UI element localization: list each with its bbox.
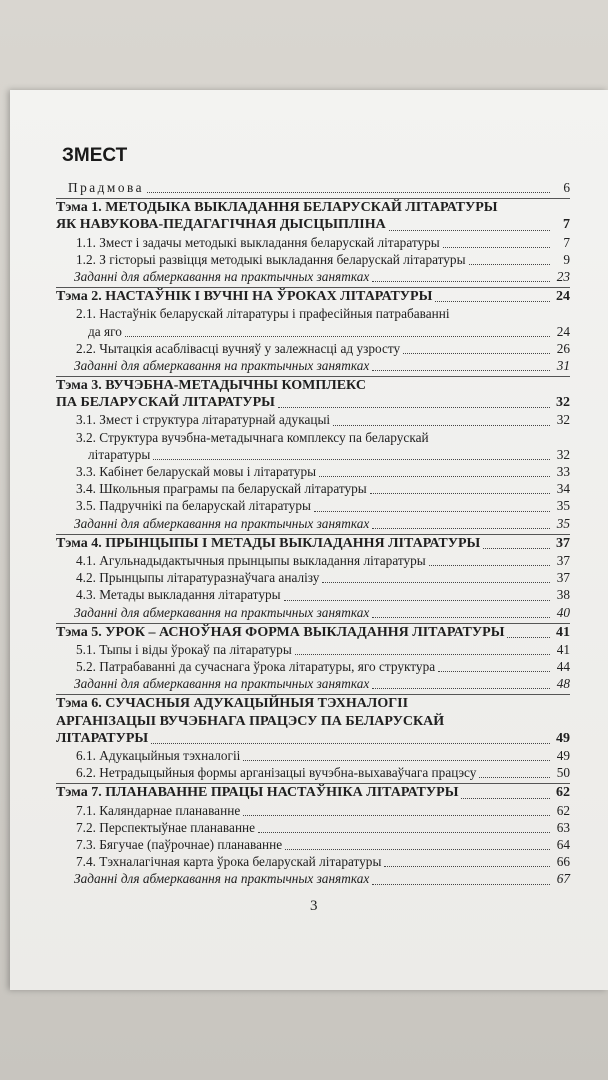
toc-entry-page: 63 bbox=[556, 819, 570, 835]
toc-entry[interactable] bbox=[56, 412, 570, 429]
toc-leader-dots bbox=[443, 247, 550, 248]
toc-leader-dots bbox=[372, 884, 550, 885]
toc-entry-page: 7 bbox=[563, 234, 570, 250]
toc-entry-title: 7.1. Каляндарнае планаванне bbox=[76, 802, 241, 818]
toc-entry-page: 33 bbox=[556, 464, 570, 479]
toc-entry-page: 24 bbox=[556, 289, 570, 305]
toc-entry-title: Тэма 2. НАСТАЎНІК І ВУЧНІ НА ЎРОКАХ ЛІТАРАТУРЫ bbox=[56, 289, 433, 305]
toc-entry-title: Тэма 6. СУЧАСНЫЯ АДУКАЦЫЙНЫЯ ТЭХНАЛОГІІ bbox=[56, 696, 409, 712]
toc-leader-dots bbox=[372, 688, 550, 689]
toc-leader-dots bbox=[507, 637, 550, 638]
section-divider bbox=[56, 376, 570, 377]
toc-leader-dots bbox=[372, 370, 550, 371]
toc-entry-page: 41 bbox=[556, 624, 570, 640]
toc-entry-title: да яго bbox=[88, 323, 122, 339]
toc-entry-page: 32 bbox=[556, 412, 570, 428]
toc-entry-page: 9 bbox=[563, 251, 570, 267]
toc-entry-page: 41 bbox=[556, 641, 570, 657]
toc-entry-page: 37 bbox=[556, 535, 570, 551]
toc-entry-page: 62 bbox=[556, 785, 570, 801]
toc-entry[interactable] bbox=[56, 785, 570, 802]
toc-entry-title: 5.1. Тыпы і віды ўрокаў па літаратуры bbox=[76, 641, 292, 657]
toc-entry-page: 37 bbox=[556, 570, 570, 586]
toc-entry-page: 6 bbox=[563, 180, 570, 195]
toc-entry-title: Прадмова bbox=[68, 180, 144, 195]
toc-entry-title: 3.5. Падручнікі па беларускай літаратуры bbox=[76, 498, 311, 514]
toc-entry-title: 6.1. Адукацыйныя тэхналогіі bbox=[76, 748, 241, 763]
toc-leader-dots bbox=[284, 600, 550, 601]
toc-entry-title: Заданні для абмеркавання на практычных занятках bbox=[74, 357, 370, 373]
toc-leader-dots bbox=[389, 230, 550, 231]
toc-entry-page: 23 bbox=[556, 268, 570, 284]
toc-entry[interactable] bbox=[56, 430, 570, 447]
toc-entry[interactable] bbox=[56, 252, 570, 269]
toc-leader-dots bbox=[243, 760, 550, 761]
toc-entry-title: 4.3. Метады выкладання літаратуры bbox=[76, 587, 281, 603]
toc-entry[interactable] bbox=[56, 676, 570, 693]
toc-entry-title: Тэма 4. ПРЫНЦЫПЫ І МЕТАДЫ ВЫКЛАДАННЯ ЛІТАРАТУРЫ bbox=[56, 535, 481, 551]
toc-entry-page: 49 bbox=[556, 730, 570, 746]
toc-entry[interactable] bbox=[56, 696, 570, 713]
toc-entry[interactable] bbox=[56, 306, 570, 323]
toc-entry[interactable] bbox=[56, 217, 570, 234]
toc-entry-title: 1.2. З гісторыі развіцця методыкі выкладання беларускай літаратуры bbox=[76, 251, 466, 267]
toc-leader-dots bbox=[322, 582, 550, 583]
toc-entry-page: 31 bbox=[556, 357, 570, 373]
toc-leader-dots bbox=[314, 511, 550, 512]
toc-entry[interactable] bbox=[56, 378, 570, 395]
toc-leader-dots bbox=[438, 671, 550, 672]
toc-entry[interactable] bbox=[56, 289, 570, 306]
toc-leader-dots bbox=[295, 654, 550, 655]
toc-entry[interactable] bbox=[56, 358, 570, 375]
toc-entry-page: 44 bbox=[556, 659, 570, 675]
toc-entry[interactable] bbox=[56, 854, 570, 871]
toc-entry-page: 34 bbox=[556, 481, 570, 497]
toc-entry-page: 50 bbox=[556, 765, 570, 781]
toc-entry-title: літаратуры bbox=[88, 446, 151, 462]
toc-entry-title: АРГАНІЗАЦЫІ ВУЧЭБНАГА ПРАЦЭСУ ПА БЕЛАРУСКАЙ bbox=[56, 713, 445, 729]
toc-leader-dots bbox=[319, 476, 550, 477]
toc-entry-page: 7 bbox=[563, 217, 570, 233]
toc-entry[interactable] bbox=[56, 481, 570, 498]
toc-entry-title: Заданні для абмеркавання на практычных занятках bbox=[74, 268, 370, 284]
toc-leader-dots bbox=[125, 336, 550, 337]
toc-entry-title: Заданні для абмеркавання на практычных занятках bbox=[74, 871, 370, 887]
toc-entry-title: 7.4. Тэхналагічная карта ўрока беларускай літаратуры bbox=[76, 854, 382, 870]
toc-entry[interactable] bbox=[56, 235, 570, 252]
toc-entry-title: Тэма 7. ПЛАНАВАННЕ ПРАЦЫ НАСТАЎНІКА ЛІТАРАТУРЫ bbox=[56, 785, 459, 801]
toc-entry[interactable] bbox=[56, 395, 570, 412]
toc-entry-page: 66 bbox=[556, 854, 570, 870]
toc-leader-dots bbox=[479, 777, 550, 778]
toc-entry[interactable] bbox=[56, 871, 570, 888]
toc-entry[interactable] bbox=[56, 714, 570, 731]
toc-entry-title: 7.2. Перспектыўнае планаванне bbox=[76, 819, 256, 835]
toc-entry-page: 24 bbox=[556, 323, 570, 339]
toc-entry-page: 67 bbox=[556, 871, 570, 887]
toc-entry[interactable] bbox=[56, 464, 570, 481]
toc-entry-page: 32 bbox=[556, 446, 570, 462]
toc-entry-page: 48 bbox=[556, 676, 570, 692]
toc-entry-title: 2.2. Чытацкія асаблівасці вучняў у залежнасці ад узросту bbox=[76, 340, 401, 356]
toc-entry-title: Заданні для абмеркавання на практычных занятках bbox=[74, 515, 370, 531]
toc-entry[interactable] bbox=[56, 625, 570, 642]
toc-entry[interactable] bbox=[56, 570, 570, 587]
toc-entry-title: 4.2. Прынцыпы літаратуразнаўчага аналізу bbox=[76, 570, 320, 586]
toc-leader-dots bbox=[258, 832, 550, 833]
toc-entry[interactable] bbox=[56, 587, 570, 604]
toc-leader-dots bbox=[147, 192, 550, 193]
toc-leader-dots bbox=[278, 407, 550, 408]
toc-entry-title: 7.3. Бягучае (паўрочнае) планаванне bbox=[76, 836, 283, 852]
toc-leader-dots bbox=[151, 743, 550, 744]
toc-entry[interactable] bbox=[56, 748, 570, 765]
toc-entry-title: 5.2. Патрабаванні да сучаснага ўрока літаратуры, яго структура bbox=[76, 659, 436, 675]
toc-leader-dots bbox=[483, 548, 550, 549]
toc-entry[interactable] bbox=[56, 180, 570, 197]
toc-entry[interactable] bbox=[56, 269, 570, 286]
toc-entry-title: 3.2. Структура вучэбна-метадычнага комплексу па беларускай bbox=[76, 429, 429, 445]
toc-entry[interactable] bbox=[56, 837, 570, 854]
toc-entry-page: 37 bbox=[556, 552, 570, 568]
toc-entry-title: 6.2. Нетрадыцыйныя формы арганізацыі вучэбна-выхаваўчага працэсу bbox=[76, 765, 477, 781]
toc-leader-dots bbox=[429, 565, 550, 566]
toc-entry-title: Заданні для абмеркавання на практычных занятках bbox=[74, 604, 370, 620]
toc-entry[interactable] bbox=[56, 516, 570, 533]
toc-entry[interactable] bbox=[56, 553, 570, 570]
toc-leader-dots bbox=[370, 493, 550, 494]
toc-leader-dots bbox=[333, 425, 550, 426]
toc-entry[interactable] bbox=[56, 498, 570, 515]
toc-entry[interactable] bbox=[56, 536, 570, 553]
toc-leader-dots bbox=[403, 353, 550, 354]
toc-entry-title: Тэма 1. МЕТОДЫКА ВЫКЛАДАННЯ БЕЛАРУСКАЙ ЛІТАРАТУРЫ bbox=[56, 200, 498, 216]
toc-leader-dots bbox=[372, 281, 550, 282]
toc-entry[interactable] bbox=[56, 447, 570, 464]
book-page bbox=[10, 90, 608, 990]
toc-entry-page: 40 bbox=[556, 604, 570, 620]
toc-leader-dots bbox=[435, 301, 550, 302]
toc-entry-title: Заданні для абмеркавання на практычных занятках bbox=[74, 676, 370, 692]
toc-leader-dots bbox=[372, 528, 550, 529]
toc-entry[interactable] bbox=[56, 324, 570, 341]
toc-entry-title: 3.1. Змест і структура літаратурнай адукацыі bbox=[76, 412, 331, 428]
toc-entry-title: 2.1. Настаўнік беларускай літаратуры і прафесійныя патрабаванні bbox=[76, 306, 450, 322]
toc-entry[interactable] bbox=[56, 605, 570, 622]
section-divider bbox=[56, 287, 570, 288]
toc-entry-title: ЯК НАВУКОВА-ПЕДАГАГІЧНАЯ ДЫСЦЫПЛІНА bbox=[56, 217, 386, 233]
toc-entry[interactable] bbox=[56, 200, 570, 217]
toc-entry-page: 62 bbox=[556, 802, 570, 818]
toc-entry-page: 35 bbox=[556, 515, 570, 531]
section-divider bbox=[56, 534, 570, 535]
toc-entry-page: 35 bbox=[556, 498, 570, 514]
toc-entry-title: ЛІТАРАТУРЫ bbox=[56, 730, 149, 746]
toc-leader-dots bbox=[469, 264, 550, 265]
toc-entry[interactable] bbox=[56, 820, 570, 837]
toc-entry[interactable] bbox=[56, 765, 570, 782]
page-title: ЗМЕСТ bbox=[62, 145, 128, 166]
section-divider bbox=[56, 623, 570, 624]
toc-entry-title: Тэма 3. ВУЧЭБНА-МЕТАДЫЧНЫ КОМПЛЕКС bbox=[56, 378, 366, 394]
toc-entry[interactable] bbox=[56, 341, 570, 358]
page-number: 3 bbox=[310, 898, 318, 914]
toc-entry[interactable] bbox=[56, 731, 570, 748]
toc-entry-title: 3.4. Школьныя праграмы па беларускай літаратуры bbox=[76, 481, 367, 497]
toc-leader-dots bbox=[372, 617, 550, 618]
toc-entry-page: 26 bbox=[556, 340, 570, 356]
table-of-contents bbox=[56, 180, 570, 889]
toc-entry[interactable] bbox=[56, 642, 570, 659]
toc-entry-title: Тэма 5. УРОК – АСНОЎНАЯ ФОРМА ВЫКЛАДАННЯ ЛІТАРАТУРЫ bbox=[56, 624, 505, 640]
toc-entry-page: 49 bbox=[556, 748, 570, 763]
toc-entry-page: 38 bbox=[556, 587, 570, 603]
toc-entry-title: 3.3. Кабінет беларускай мовы і літаратуры bbox=[76, 464, 317, 479]
toc-leader-dots bbox=[153, 459, 550, 460]
toc-entry-title: 1.1. Змест і задачы методыкі выкладання беларускай літаратуры bbox=[76, 234, 440, 250]
toc-entry[interactable] bbox=[56, 803, 570, 820]
toc-entry-page: 64 bbox=[556, 836, 570, 852]
toc-entry-title: ПА БЕЛАРУСКАЙ ЛІТАРАТУРЫ bbox=[56, 395, 275, 411]
toc-leader-dots bbox=[243, 815, 550, 816]
toc-leader-dots bbox=[461, 798, 550, 799]
toc-leader-dots bbox=[285, 849, 550, 850]
toc-entry-page: 32 bbox=[556, 395, 570, 411]
toc-leader-dots bbox=[384, 866, 550, 867]
toc-entry[interactable] bbox=[56, 659, 570, 676]
toc-entry-title: 4.1. Агульнадыдактычныя прынцыпы выкладання літаратуры bbox=[76, 552, 426, 568]
